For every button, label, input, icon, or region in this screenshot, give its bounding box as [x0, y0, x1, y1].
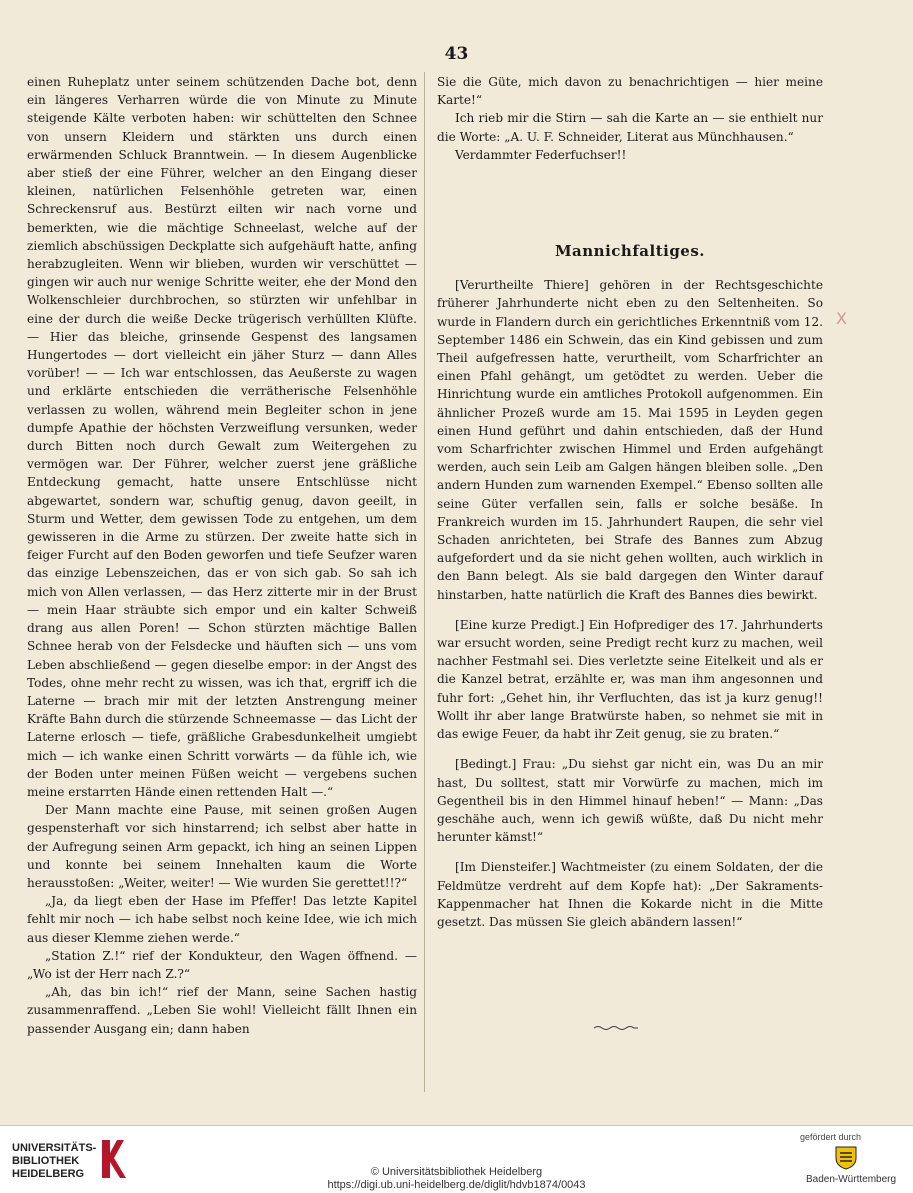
sponsor-label: gefördert durch — [800, 1132, 862, 1142]
pencil-margin-note: X — [836, 309, 847, 328]
news-item-text: Wachtmeister (zu einem Soldaten, der die Feldmütze verdreht auf dem Kopfe hat): „Der Sakraments-Kappenmacher hat Ihnen die Kokarde nicht in die Mitte gesetzt. Das müssen Sie gleich abändern lassen!“ — [437, 860, 823, 929]
library-logo-text: UNIVERSITÄTS- BIBLIOTHEK HEIDELBERG — [12, 1142, 97, 1180]
news-item-title: [Bedingt.] — [455, 757, 517, 772]
news-item-text: gehören in der Rechtsgeschichte früherer Jahrhunderte nicht eben zu den Seltenheiten. So wurde in Flandern durch ein gerichtliches Erkenntniß vom 12. September 1486 ein Schwein, das ein Kind gebissen und zum Theil aufgefressen hatte, verurtheilt, vom Scharfrichter an einen Pfahl gehängt, um getödtet zu werden. Ueber die Hinrichtung wurde ein amtliches Protokoll aufgenommen. Ein ähnlicher Prozeß wurde am 15. Mai 1595 in Leyden gegen einen Hund geführt und dahin entschieden, daß der Hund vom Scharfrichter zwischen Himmel und Erden aufgehängt werden, auch sein Leib am Galgen hängen bleiben solle. „Den andern Hunden zum warnenden Exempel.“ Ebenso sollten alle seine Güter verfallen sein, falls er solche besäße. In Frankreich wurden im 15. Jahrhundert Raupen, die sehr viel Schaden anrichteten, bei Strafe des Bannes zum Abzug aufgefordert und da sie nicht gehen wollten, auch wirklich in den Bann belegt. Als sie bald dargegen den Winter darauf hinstarben, hatte natürlich die Kraft des Bannes dies bewirkt. — [437, 278, 823, 602]
source-url-link[interactable]: https://digi.ub.uni-heidelberg.de/diglit/hdvb1874/0043 — [327, 1179, 586, 1191]
story-paragraph: einen Ruheplatz unter seinem schützenden Dache bot, denn ein längeres Verharren würde die von Minute zu Minute steigende Kälte verboten haben: wir schüttelten den Schnee von unsern Kleidern und stärkten uns durch einen erwärmenden Schluck Branntwein. — In diesem Augenblicke aber stieß der eine Führer, welcher an den Eingang dieser kleinen, natürlichen Felsenhöhle getreten war, einen Schreckensruf aus. Bestürzt eilten wir nach vorne und bemerkten, wie die mächtige Schneelast, welche auf der ziemlich abschüssigen Deckplatte sich aufgehäuft hatte, anfing herabzugleiten. Wenn wir blieben, wurden wir verschüttet — gingen wir auch nur wenige Schritte weiter, ehe der Mond den Wolkenschleier durchbrochen, so stürzten wir unfehlbar in eine der durch die weiße Decke trügerisch verhüllten Klüfte. — Hier das bleiche, grinsende Gespenst des langsamen Hungertodes — dort vielleicht ein jäher Sturz — dann Alles vorüber! — — Ich war entschlossen, das Aeußerste zu wagen und erklärte entschieden die verrätherische Felsenhöhle verlassen zu wollen, während mein Begleiter schon in jene dumpfe Apathie der höchsten Verzweiflung versunken, weder durch Bitten noch durch Gewalt zum Weitergehen zu vermögen war. Der Führer, welcher zuerst jene gräßliche Entdeckung gemacht, hatte unsere Entschlüsse nicht abgewartet, sondern war, schuftig genug, davon geeilt, in Sturm und Wetter, dem gewissen Tode zu entgehen, um dem gewisseren in die Arme zu stürzen. Der zweite hatte sich in feiger Furcht auf den Boden geworfen und tiefe Seufzer waren das einzige Lebenszeichen, das er von sich gab. So sah ich mich von Allen verlassen, — das Herz zitterte mir in der Brust — mein Haar sträubte sich empor und ein kalter Schweiß drang aus allen Poren! — Schon stürzten mächtige Ballen Schnee herab von der Felsdecke und häuften sich — uns vom Leben abschließend — gegen dieselbe empor: in der Angst des Todes, ohne mehr recht zu wissen, was ich that, ergriff ich die Laterne — brach mir mit der letzten Anstrengung meiner Kräfte Bahn durch die stürzende Schneemasse — das Licht der Laterne erlosch — tiefe, gräßliche Grabesdunkelheit umgiebt mich — ich wanke einen Schritt vorwärts — da fühle ich, wie der Boden unter meinen Füßen weicht — vergebens suchen meine erstarrten Hände einen rettenden Halt —.“ — [27, 75, 417, 799]
story-paragraph: „Ah, das bin ich!“ rief der Mann, seine Sachen hastig zusammenraffend. „Leben Sie wohl! Vielleicht fällt Ihnen ein passender Ausgang ein; dann haben — [27, 985, 417, 1036]
news-item — [437, 858, 823, 931]
column-divider — [424, 72, 425, 1092]
story-paragraph: Der Mann machte eine Pause, mit seinen großen Augen gespensterhaft vor sich hinstarrend; ich selbst aber hatte in der Aufregung seinen Arm gepackt, ich hing an seinen Lippen und konnte bei seinem Innehalten kaum die Worte herausstoßen: „Weiter, weiter! — Wie wurden Sie gerettet!!?“ — [27, 803, 417, 890]
page-number: 43 — [444, 44, 469, 64]
copyright-text: © Universitätsbibliothek Heidelberg — [370, 1166, 543, 1178]
story-paragraph: Sie die Güte, mich davon zu benachrichtigen — hier meine Karte!“ — [437, 75, 823, 108]
news-item — [437, 276, 823, 604]
news-item — [437, 755, 823, 846]
sponsor-name: Baden-Württemberg — [806, 1174, 897, 1185]
crest-icon — [833, 1144, 859, 1170]
news-item-title: [Eine kurze Predigt.] — [455, 617, 585, 632]
story-paragraph: Ich rieb mir die Stirn — sah die Karte an — sie enthielt nur die Worte: „A. U. F. Schneider, Literat aus Münchhausen.“ — [437, 111, 823, 144]
news-item — [437, 616, 823, 743]
copyright-notice — [0, 1166, 913, 1192]
news-item-text: Frau: „Du siehst gar nicht ein, was Du an mir hast, Du solltest, statt mir Vorwürfe zu machen, mich im Gegentheil bis in den Himmel hinauf heben!“ — Mann: „Das geschähe auch, wenn ich gewiß wüßte, daß Du nicht mehr herunter kämst!“ — [437, 757, 823, 845]
news-item-title: [Verurtheilte Thiere] — [455, 278, 589, 293]
section-heading: Mannichfaltiges. — [554, 242, 706, 261]
left-column — [27, 73, 417, 1038]
footer — [0, 1126, 913, 1193]
story-paragraph: Verdammter Federfuchser!! — [455, 147, 627, 162]
story-paragraph: „Ja, da liegt eben der Hase im Pfeffer! Das letzte Kapitel fehlt mir noch — ich habe selbst noch keine Idee, wie ich mich aus dieser Klemme ziehen werde.“ — [27, 894, 417, 945]
end-flourish-icon — [592, 1024, 640, 1032]
right-column — [437, 73, 823, 931]
story-paragraph: „Station Z.!“ rief der Kondukteur, den Wagen öffnend. — „Wo ist der Herr nach Z.?“ — [27, 948, 417, 981]
news-item-text: Ein Hofprediger des 17. Jahrhunderts war ersucht worden, seine Predigt recht kurz zu machen, weil nachher Festmahl sei. Dies verletzte seine Eitelkeit und als er die Kanzel betrat, erzählte er, was man ihm angesonnen und fuhr fort: „Gehet hin, ihr Verfluchten, das ist ja kurz genug!! Wollt ihr aber lange Bratwürste haben, so nehmet sie mit in das ewige Feuer, da habt ihr Zeit genug, sie zu braten.“ — [437, 617, 823, 742]
news-item-title: [Im Diensteifer.] — [455, 860, 556, 875]
